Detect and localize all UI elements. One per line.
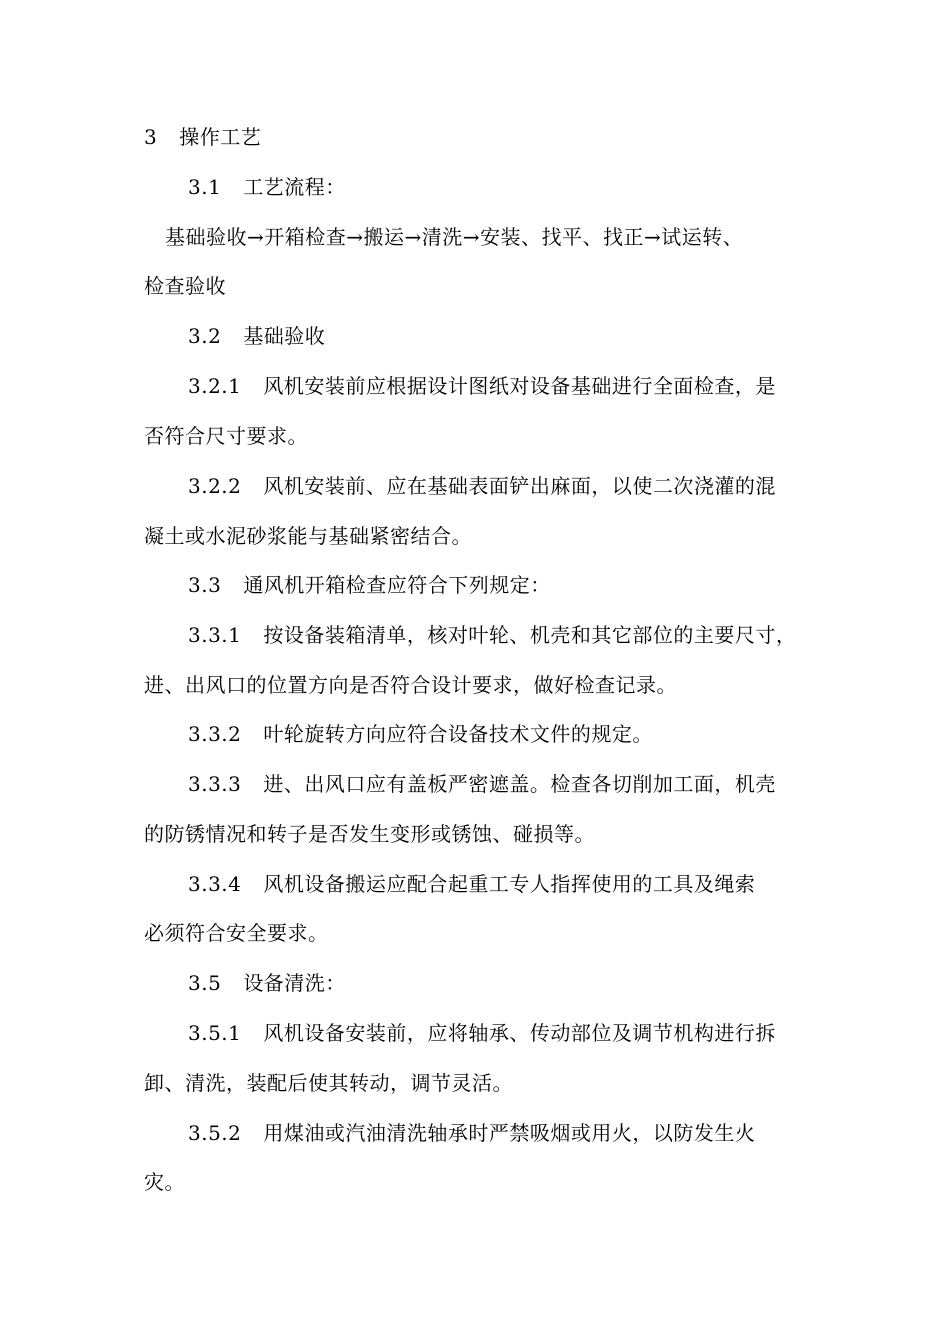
clause-3-2-2-line-2: 凝土或水泥砂浆能与基础紧密结合。 (144, 524, 472, 548)
clause-text: 风机安装前、应在基础表面铲出麻面，以使二次浇灌的混 (263, 474, 776, 498)
clause-3-3-1-line-2: 进、出风口的位置方向是否符合设计要求，做好检查记录。 (144, 673, 677, 697)
clause-3-3-4-line-2: 必须符合安全要求。 (144, 921, 329, 945)
process-flow-line-1: 基础验收→开箱检查→搬运→清洗→安装、找平、找正→试运转、 (165, 225, 744, 249)
subsection-number: 3.2 (188, 324, 222, 348)
clause-number: 3.5.2 (188, 1121, 242, 1145)
clause-number: 3.2.2 (188, 474, 242, 498)
clause-text: 按设备装箱清单，核对叶轮、机壳和其它部位的主要尺寸， (263, 623, 797, 647)
clause-3-3-1-line-1 (188, 623, 796, 647)
clause-3-3-2-line-1 (188, 722, 653, 746)
clause-text: 风机设备搬运应配合起重工专人指挥使用的工具及绳索 (263, 872, 756, 896)
clause-text: 进、出风口应有盖板严密遮盖。检查各切削加工面，机壳 (263, 772, 776, 796)
section-title: 操作工艺 (179, 125, 262, 149)
clause-3-3-3-line-2: 的防锈情况和转子是否发生变形或锈蚀、碰损等。 (144, 822, 595, 846)
clause-3-5-2-line-2: 灾。 (144, 1170, 185, 1194)
clause-text: 用煤油或汽油清洗轴承时严禁吸烟或用火，以防发生火 (263, 1121, 756, 1145)
clause-number: 3.2.1 (188, 374, 242, 398)
subsection-title: 基础验收 (243, 324, 326, 348)
clause-number: 3.3.3 (188, 772, 242, 796)
clause-number: 3.3.2 (188, 722, 242, 746)
clause-3-3-3-line-1 (188, 772, 776, 796)
section-heading (144, 125, 261, 149)
clause-number: 3.3.1 (188, 623, 242, 647)
clause-text: 叶轮旋转方向应符合设备技术文件的规定。 (263, 722, 653, 746)
clause-3-2-2-line-1 (188, 474, 776, 498)
clause-3-2-1-line-1 (188, 374, 776, 398)
subsection-title: 设备清洗： (243, 971, 346, 995)
subsection-3-2-heading (188, 324, 325, 348)
subsection-number: 3.3 (188, 573, 222, 597)
clause-3-5-1-line-1 (188, 1021, 776, 1045)
section-number: 3 (144, 125, 158, 149)
clause-3-5-2-line-1 (188, 1121, 755, 1145)
clause-text: 风机设备安装前，应将轴承、传动部位及调节机构进行拆 (263, 1021, 776, 1045)
clause-number: 3.5.1 (188, 1021, 242, 1045)
subsection-number: 3.5 (188, 971, 222, 995)
clause-number: 3.3.4 (188, 872, 242, 896)
subsection-number: 3.1 (188, 175, 222, 199)
clause-3-2-1-line-2: 否符合尺寸要求。 (144, 424, 308, 448)
subsection-3-1-heading (188, 175, 346, 199)
clause-3-5-1-line-2: 卸、清洗，装配后使其转动，调节灵活。 (144, 1071, 513, 1095)
process-flow-line-2: 检查验收 (144, 274, 226, 298)
clause-text: 风机安装前应根据设计图纸对设备基础进行全面检查，是 (263, 374, 776, 398)
subsection-title: 工艺流程： (243, 175, 346, 199)
clause-3-3-4-line-1 (188, 872, 755, 896)
subsection-title: 通风机开箱检查应符合下列规定： (243, 573, 551, 597)
subsection-3-3-heading (188, 573, 551, 597)
subsection-3-5-heading (188, 971, 346, 995)
